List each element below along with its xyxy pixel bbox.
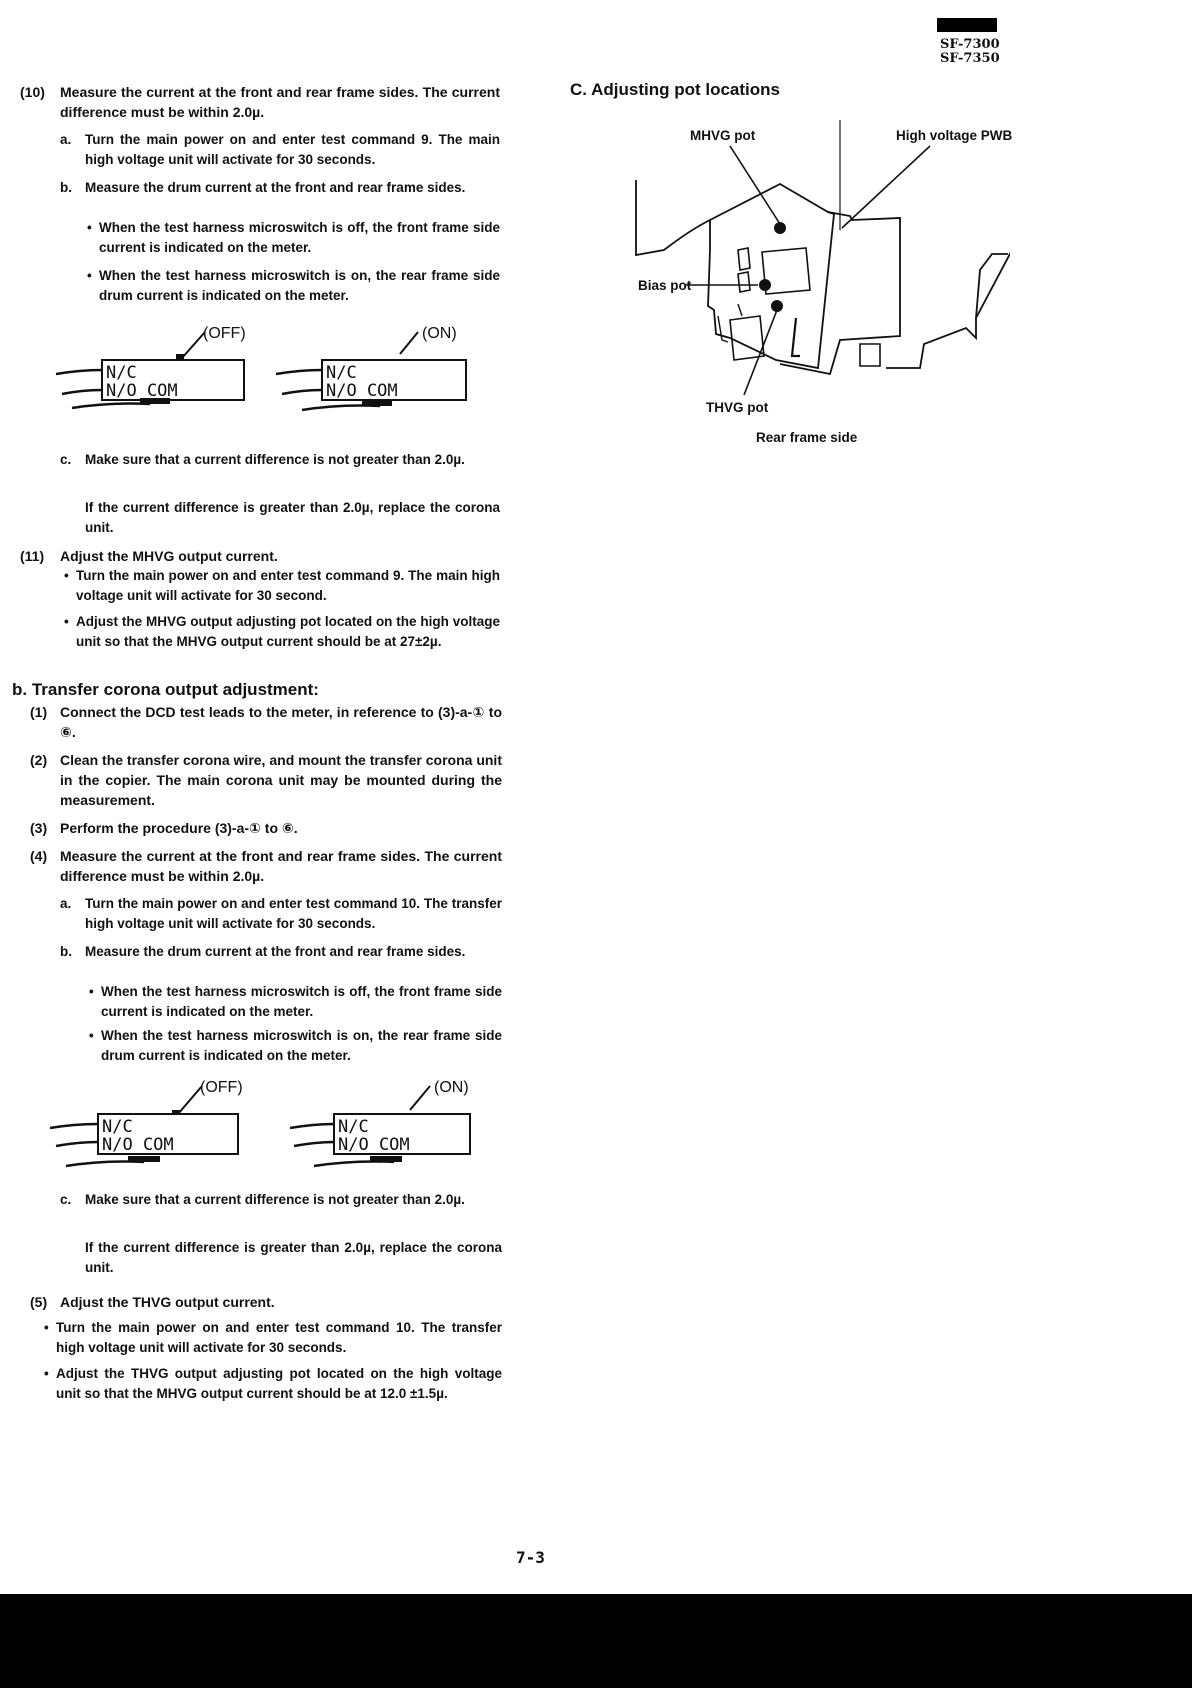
switch-4-nocom: N/O COM <box>338 1135 410 1155</box>
switch-1-nocom: N/O COM <box>106 381 178 401</box>
step-10b-text: Measure the drum current at the front and rear frame sides. <box>85 180 466 195</box>
section-b-title: b. Transfer corona output adjustment: <box>12 680 319 699</box>
b-step-3-text: Perform the procedure (3)-a-① to ⑥. <box>60 820 298 836</box>
switch-3-nc: N/C <box>102 1117 133 1137</box>
step-10b-label: b. <box>60 180 72 195</box>
step-10c-label: c. <box>60 452 72 467</box>
model-number-1: SF-7300 <box>940 37 1000 52</box>
b-step-1-text: Connect the DCD test leads to the meter, in reference to (3)-a-① to ⑥. <box>60 704 502 740</box>
b-step-3-number: (3) <box>30 820 48 836</box>
b-step-4b-text: Measure the drum current at the front and rear frame sides. <box>85 944 466 959</box>
b-step-4c-note: If the current difference is greater than 2.0µ, replace the corona unit. <box>85 1240 502 1275</box>
footer-black-band <box>0 1594 1192 1688</box>
switch-4-nc: N/C <box>338 1117 369 1137</box>
step-11-text: Adjust the MHVG output current. <box>60 548 278 564</box>
pot-locations-diagram <box>630 120 1013 400</box>
pot-locations-title: C. Adjusting pot locations <box>570 80 780 99</box>
thvg-pot-label: THVG pot <box>706 400 769 415</box>
b-step-2-text: Clean the transfer corona wire, and mount the transfer corona unit in the copier. The main corona unit may be mounted during the measurement. <box>60 752 502 808</box>
b-step-4-number: (4) <box>30 848 48 864</box>
step-10c-text: Make sure that a current difference is not greater than 2.0µ. <box>85 452 465 467</box>
mhvg-pot-label: MHVG pot <box>690 128 756 143</box>
switch-3-nocom: N/O COM <box>102 1135 174 1155</box>
switch-off-label-2: (OFF) <box>200 1079 243 1096</box>
step-10-text: Measure the current at the front and rear frame sides. The current difference must be within 2.0µ. <box>60 84 500 120</box>
page-number: 7-3 <box>516 1548 545 1567</box>
header-block-mark <box>937 18 997 32</box>
b-step-5-text: Adjust the THVG output current. <box>60 1294 275 1310</box>
step-10c-note: If the current difference is greater than 2.0µ, replace the corona unit. <box>85 500 500 535</box>
switch-off-label: (OFF) <box>203 325 246 342</box>
b-step-2-number: (2) <box>30 752 48 768</box>
b-step-5-bullet-1: • Turn the main power on and enter test command 10. The transfer high voltage unit will activate for 30 seconds. <box>56 1318 502 1358</box>
step-10a-label: a. <box>60 132 72 147</box>
step-10b-bullet-1: • When the test harness microswitch is off, the front frame side current is indicated on the meter. <box>99 218 500 258</box>
switch-on-label-2: (ON) <box>434 1079 469 1096</box>
step-11-bullet-1: • Turn the main power on and enter test command 9. The main high voltage unit will activate for 30 second. <box>76 566 500 606</box>
b-step-1-number: (1) <box>30 704 48 720</box>
step-10-number: (10) <box>20 84 45 100</box>
b-step-4a-label: a. <box>60 896 72 911</box>
bias-pot-label: Bias pot <box>638 278 692 293</box>
switch-1-nc: N/C <box>106 363 137 383</box>
b-step-4b-bullet-1: • When the test harness microswitch is off, the front frame side current is indicated on the meter. <box>101 982 502 1022</box>
b-step-4c-text: Make sure that a current difference is not greater than 2.0µ. <box>85 1192 465 1207</box>
step-11-bullet-2: • Adjust the MHVG output adjusting pot located on the high voltage unit so that the MHVG output current should be at 27±2µ. <box>76 612 500 652</box>
b-step-4-text: Measure the current at the front and rear frame sides. The current difference must be within 2.0µ. <box>60 848 502 884</box>
microswitch-diagram-2 <box>44 1070 500 1176</box>
b-step-4b-label: b. <box>60 944 72 959</box>
b-step-4c-label: c. <box>60 1192 72 1207</box>
rear-frame-side-label: Rear frame side <box>756 430 858 445</box>
model-number-2: SF-7350 <box>940 51 1000 66</box>
b-step-4a-text: Turn the main power on and enter test command 10. The transfer high voltage unit will activate for 30 seconds. <box>85 896 502 931</box>
step-10a-text: Turn the main power on and enter test command 9. The main high voltage unit will activate for 30 seconds. <box>85 132 500 167</box>
b-step-4b-bullet-2: • When the test harness microswitch is on, the rear frame side drum current is indicated on the meter. <box>101 1026 502 1066</box>
b-step-5-bullet-2: • Adjust the THVG output adjusting pot located on the high voltage unit so that the MHVG output current should be at 12.0 ±1.5µ. <box>56 1364 502 1404</box>
high-voltage-pwb-label: High voltage PWB <box>896 128 1013 143</box>
step-10b-bullet-2: • When the test harness microswitch is on, the rear frame side drum current is indicated on the meter. <box>99 266 500 306</box>
switch-2-nocom: N/O COM <box>326 381 398 401</box>
step-11-number: (11) <box>20 548 45 564</box>
switch-on-label: (ON) <box>422 325 457 342</box>
switch-2-nc: N/C <box>326 363 357 383</box>
microswitch-diagram-1 <box>50 318 500 418</box>
b-step-5-number: (5) <box>30 1294 48 1310</box>
